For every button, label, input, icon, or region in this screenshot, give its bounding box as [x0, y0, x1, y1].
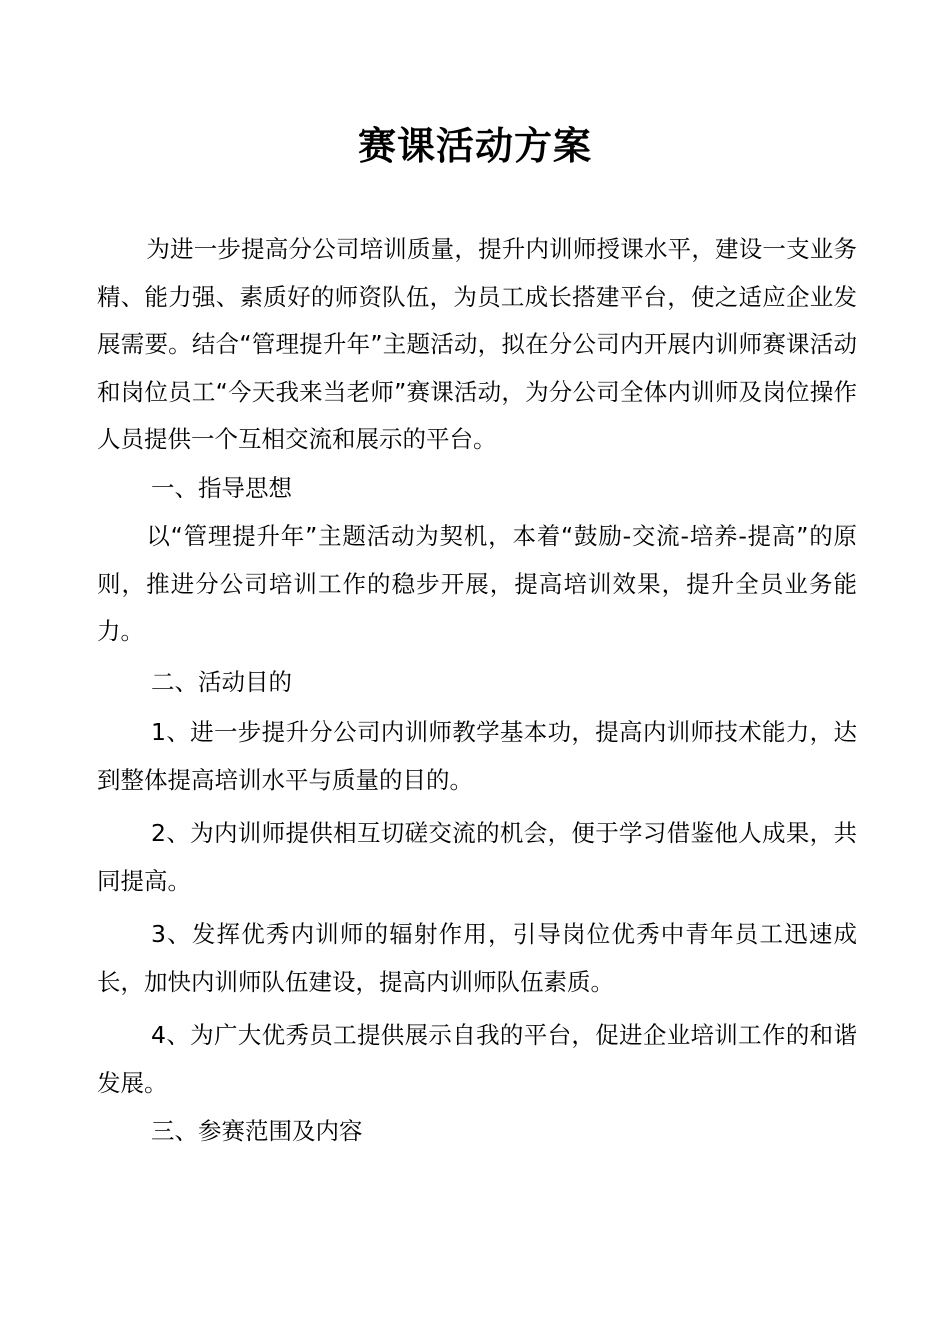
purpose-item: 1、进一步提升分公司内训师教学基本功，提高内训师技术能力，达到整体提高培训水平与质量的目的。: [97, 718, 857, 794]
purpose-item: 4、为广大优秀员工提供展示自我的平台，促进企业培训工作的和谐发展。: [97, 1021, 857, 1097]
section-heading-activity-purpose: 二、活动目的: [151, 667, 293, 696]
intro-paragraph: 为进一步提高分公司培训质量，提升内训师授课水平，建设一支业务精、能力强、素质好的师资队伍，为员工成长搭建平台，使之适应企业发展需要。结合“管理提升年”主题活动，拟在分公司内开展内训师赛课活动和岗位员工“今天我来当老师”赛课活动，为分公司全体内训师及岗位操作人员提供一个互相交流和展示的平台。: [97, 235, 857, 453]
section-heading-guiding-ideology: 一、指导思想: [151, 473, 293, 502]
purpose-item: 3、发挥优秀内训师的辐射作用，引导岗位优秀中青年员工迅速成长，加快内训师队伍建设，提高内训师队伍素质。: [97, 920, 857, 996]
document-body: [97, 226, 857, 1156]
guiding-ideology-paragraph: 以“管理提升年”主题活动为契机，本着“鼓励-交流-培养-提高”的原则，推进分公司培训工作的稳步开展，提高培训效果，提升全员业务能力。: [97, 522, 857, 645]
purpose-item: 2、为内训师提供相互切磋交流的机会，便于学习借鉴他人成果，共同提高。: [97, 819, 857, 895]
section-heading-scope-and-content: 三、参赛范围及内容: [151, 1117, 363, 1145]
document-title: 赛课活动方案: [357, 124, 592, 168]
